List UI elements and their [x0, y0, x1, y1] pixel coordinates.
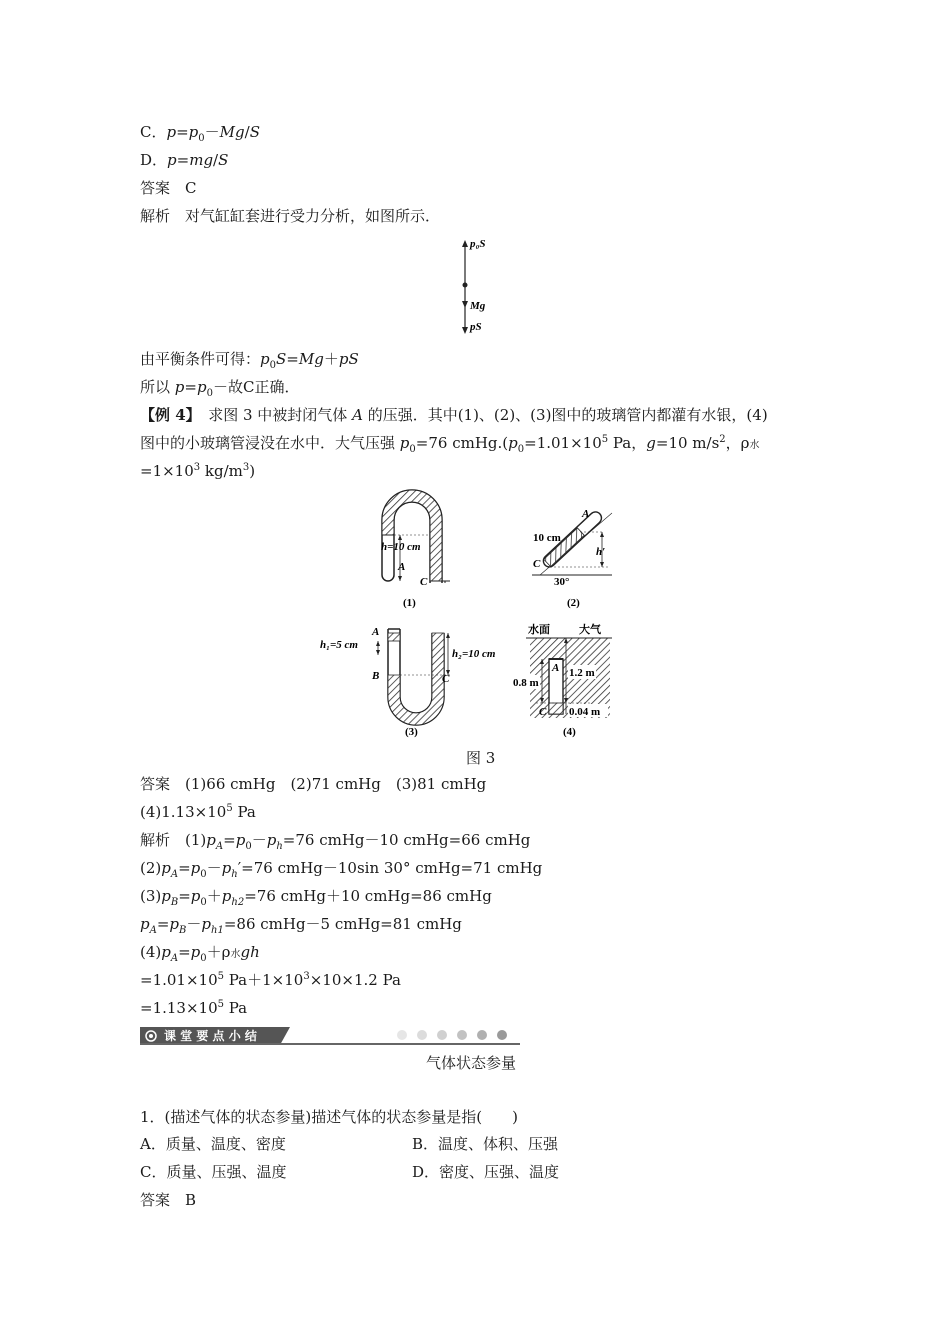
example4-line2-f: ，ρ: [725, 434, 750, 452]
example4-tag: 【例 4】: [140, 406, 194, 424]
q1-option-a: A．质量、温度、密度: [140, 1135, 286, 1153]
fig3-c-label: C: [442, 673, 450, 685]
example4-line2-g: 水: [749, 440, 760, 451]
sol5-b: Pa＋1×10: [224, 971, 304, 989]
fig2-a-label: A: [582, 508, 590, 520]
arrow-up: [462, 240, 468, 247]
sol1-tail: =76 cmHg－10 cmHg=66 cmHg: [282, 831, 531, 849]
sol5-c: ×10×1.2 Pa: [309, 971, 401, 989]
fig4-air-label: 大气: [579, 624, 601, 636]
fig2-caption: (2): [567, 597, 580, 609]
analysis-label: 解析: [140, 207, 171, 225]
sol3b-tail: =86 cmHg－5 cmHg=81 cmHg: [223, 915, 462, 933]
sol1-prefix: (1): [185, 831, 207, 849]
figure-3-caption: 图 3: [466, 749, 496, 767]
fig1-caption: (1): [403, 597, 416, 609]
option-d-letter: D．: [140, 151, 168, 169]
answer-label: 答案: [140, 179, 171, 197]
example4-line2-b: =76 cmHg.(: [415, 434, 509, 452]
force-point: [463, 283, 468, 288]
fig4-d3-label: 0.04 m: [569, 706, 601, 718]
example4-line2-a: 图中的小玻璃管浸没在水中．大气压强: [140, 434, 396, 452]
subfigure-3: [320, 626, 496, 738]
fig4-water-label: 水面: [528, 624, 550, 636]
example4-line2-d: Pa，: [608, 434, 647, 452]
fig3-h2-label: h₂=10 cm: [452, 648, 496, 660]
answer2b-b: Pa: [232, 803, 256, 821]
answer-line-2: [140, 774, 486, 794]
fig3-a-label: A: [372, 626, 380, 638]
fig4-c-label: C: [539, 706, 547, 718]
arrow-down: [462, 327, 468, 334]
solution-line-2: $(2)p_A=p_0-p_h'=76$ cmHg－10sin 30° cmHg=71 cmHg: [140, 859, 543, 880]
example4-line2-e: =10 m/s: [655, 434, 720, 452]
force-p0s: p₀S: [470, 238, 486, 250]
example4-line3-a: =1×10: [140, 462, 194, 480]
solution-line-3b: $p_A=p_B-p_{h1}=86$ cmHg－5 cmHg=81 cmHg: [140, 915, 462, 936]
banner-title: 课 堂 要 点 小 结: [164, 1029, 257, 1043]
summary-banner: [140, 1027, 520, 1045]
subfigure-1: [381, 490, 450, 609]
solution-line-3: $(3)p_B=p_0+p_{h2}=76$ cmHg＋10 cmHg=86 cmHg: [140, 887, 492, 908]
answer3-value: B: [185, 1191, 197, 1209]
sol2-tail: ′=76 cmHg－10sin 30° cmHg=71 cmHg: [237, 859, 543, 877]
question-1: 1．(描述气体的状态参量)描述气体的状态参量是指( ): [140, 1108, 518, 1126]
sol5-a: =1.01×10: [140, 971, 218, 989]
solution-line-5: $=1.01\times 10^5$ $Pa+1\times 10^3\times 10\times 1.2$ Pa: [140, 971, 401, 989]
example4-line2-c: =1.01×10: [524, 434, 602, 452]
sol4-prefix: (4): [140, 943, 162, 961]
analysis-text: 对气缸缸套进行受力分析，如图所示．: [185, 207, 441, 225]
force-ps: pS: [470, 321, 482, 333]
option-d-line: D．p=mg/S: [140, 151, 229, 169]
fig1-a-label: A: [398, 561, 406, 573]
solution-line-4: $(4)p_A=p_0+\rho$水gh: [140, 943, 260, 964]
solution-line-6: $=1.13\times 10^5$ Pa: [140, 999, 248, 1017]
example4-line-1: 【例 4】 求图 3 中被封闭气体 A 的压强．其中(1)、(2)、(3)图中的玻璃管内都灌有水银，(4): [140, 406, 768, 424]
section-title: 气体状态参量: [426, 1054, 517, 1072]
subfigure-4: [510, 622, 612, 738]
fig2-length-label: 10 cm: [533, 532, 561, 544]
sol3-prefix: (3): [140, 887, 162, 905]
fig4-caption: (4): [563, 726, 576, 738]
answer2b-a: (4)1.13×10: [140, 803, 227, 821]
option-c-letter: C．: [140, 123, 167, 141]
fig2-c-label: C: [533, 558, 541, 570]
q1-option-d: D．密度、压强、温度: [412, 1163, 560, 1181]
conclusion-line: 所以 $p=p_0-$故C正确．: [140, 378, 300, 399]
balance-line: 由平衡条件可得：$p_0S=Mg+pS$: [140, 350, 359, 371]
so-prefix: 所以: [140, 378, 171, 396]
arrow-mg: [462, 301, 468, 308]
answer2-text: (1)66 cmHg (2)71 cmHg (3)81 cmHg: [185, 775, 487, 793]
answer2-label: 答案: [140, 775, 171, 793]
sol3-tail: =76 cmHg＋10 cmHg=86 cmHg: [244, 887, 492, 905]
sol6-b: Pa: [224, 999, 248, 1017]
so-suffix: 故C正确．: [227, 378, 300, 396]
fig3-caption: (3): [405, 726, 418, 738]
example4-line-2: 图中的小玻璃管浸没在水中．大气压强 $p_0=76$ $cmHg.(p_0=1.01\times 10^5$ Pa，g=10 $m/s^2$，ρ水: [140, 434, 760, 455]
example4-text-b: 的压强．其中(1)、(2)、(3)图中的玻璃管内都灌有水银，(4): [367, 406, 768, 424]
fig4-d1-label: 0.8 m: [513, 677, 539, 689]
answer-line-1: [140, 178, 197, 198]
fig1-c-label: C: [420, 576, 428, 588]
example4-text-a: 求图 3 中被封闭气体: [208, 406, 348, 424]
answer-value: C: [185, 179, 197, 197]
example4-line3-c: ): [249, 462, 256, 480]
fig3-b-label: B: [372, 670, 380, 682]
balance-prefix: 由平衡条件可得：: [140, 350, 261, 368]
solution-line-1: 解析 $(1)p_A=p_0-p_h=76$ cmHg－10 cmHg=66 cmHg: [140, 831, 531, 852]
answer-line-2b: $(4)1.13\times 10^5$ Pa: [140, 803, 256, 821]
sol2-prefix: (2): [140, 859, 162, 877]
force-mg: Mg: [470, 300, 486, 312]
fig4-a-label: A: [552, 662, 560, 674]
fig4-d2-label: 1.2 m: [569, 667, 595, 679]
analysis-line-1: [140, 206, 440, 226]
sol4-water: 水: [230, 949, 241, 960]
sol6-a: =1.13×10: [140, 999, 218, 1017]
banner-dot-icon: [397, 1030, 407, 1040]
fig2-angle-label: 30°: [554, 576, 570, 588]
q1-option-c: C．质量、压强、温度: [140, 1163, 287, 1181]
fig2-h-label: h′: [596, 546, 606, 558]
option-c-line: C．$p=p_0-Mg/S$: [140, 123, 260, 144]
subfigure-2: [532, 508, 612, 609]
answer-line-3: [140, 1190, 196, 1210]
q1-option-b: B．温度、体积、压强: [412, 1135, 559, 1153]
example4-line-3: $=1\times 10^3$ $kg/m^3$): [140, 462, 256, 480]
analysis2-label: 解析: [140, 831, 171, 849]
sol4-rho: ＋ρ: [206, 943, 231, 961]
fig3-h1-label: h₁=5 cm: [320, 639, 358, 651]
figure-3: [320, 485, 630, 740]
answer3-label: 答案: [140, 1191, 171, 1209]
example4-line3-b: kg/m: [200, 462, 243, 480]
fig1-h-label: h=10 cm: [381, 541, 421, 553]
force-diagram: [448, 236, 508, 336]
